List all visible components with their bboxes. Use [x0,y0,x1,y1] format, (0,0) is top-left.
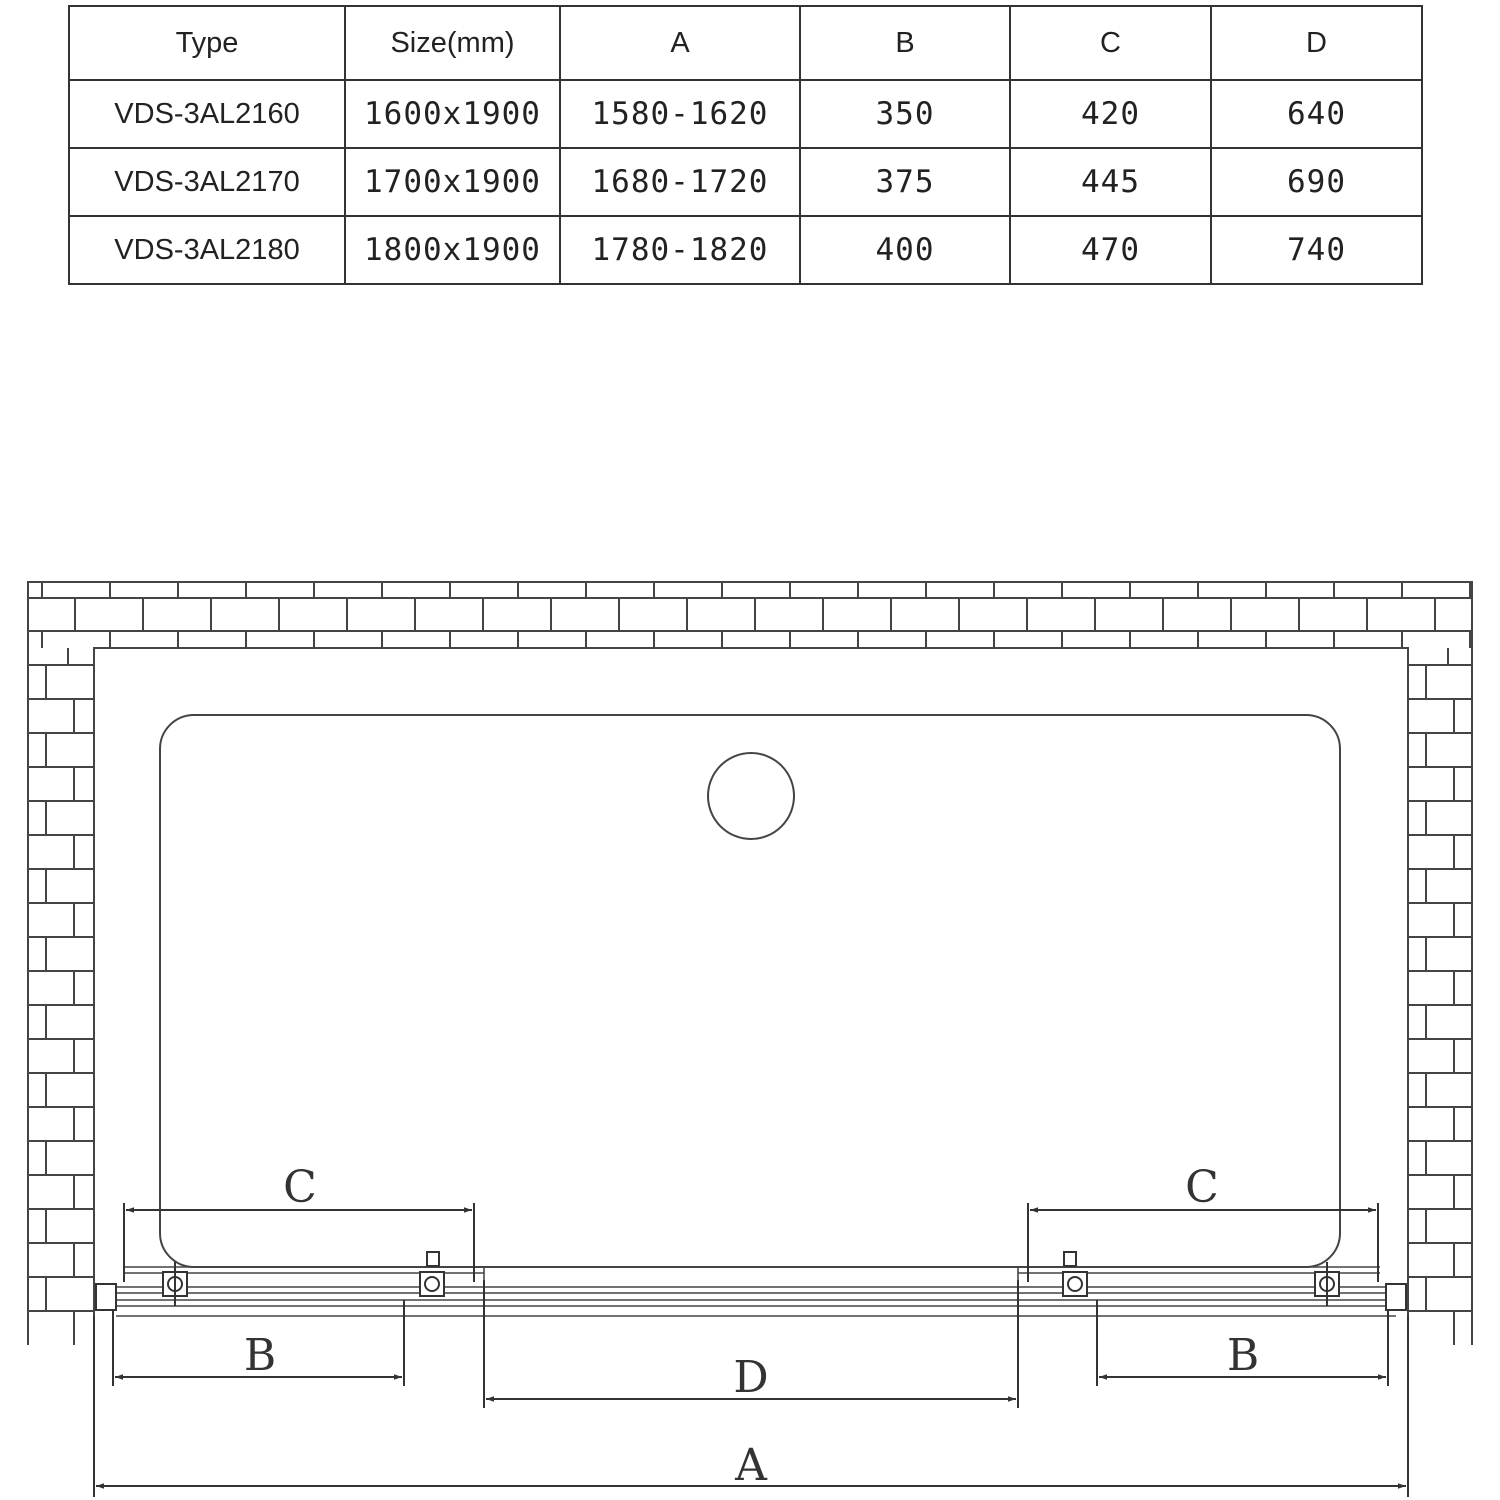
label-c-right: C [1185,1162,1219,1213]
brick-wall [28,582,1472,1345]
roller-icon [420,1252,444,1296]
label-b-left: B [243,1330,277,1381]
door-rollers [96,1252,1406,1310]
label-c-left: C [283,1162,317,1213]
header-type: Type [69,6,345,80]
cell-c: 470 [1010,216,1211,284]
brick-joints [28,582,1472,1345]
cell-type: VDS-3AL2160 [69,80,345,148]
cell-size: 1700x1900 [345,148,560,216]
cell-a: 1580-1620 [560,80,800,148]
cell-d: 740 [1211,216,1422,284]
label-b-right: B [1226,1330,1260,1381]
wall-profile-left [96,1284,116,1310]
cell-b: 400 [800,216,1010,284]
cell-size: 1600x1900 [345,80,560,148]
cell-size: 1800x1900 [345,216,560,284]
cell-c: 445 [1010,148,1211,216]
cell-a: 1780-1820 [560,216,800,284]
cell-a: 1680-1720 [560,148,800,216]
label-a: A [735,1440,767,1491]
brick-joint-lines [28,582,1472,1345]
header-c: C [1010,6,1211,80]
label-d: D [733,1352,769,1403]
cell-d: 690 [1211,148,1422,216]
wall-outline [28,582,1472,1345]
cell-b: 375 [800,148,1010,216]
roller-icon [1063,1252,1087,1296]
cell-c: 420 [1010,80,1211,148]
header-size: Size(mm) [345,6,560,80]
drain-icon [708,753,794,839]
wall-profile-right [1386,1284,1406,1310]
cell-type: VDS-3AL2180 [69,216,345,284]
cell-d: 640 [1211,80,1422,148]
door-rails [94,1267,1408,1316]
cell-b: 350 [800,80,1010,148]
header-a: A [560,6,800,80]
cell-type: VDS-3AL2170 [69,148,345,216]
header-d: D [1211,6,1422,80]
header-b: B [800,6,1010,80]
shower-tray [160,715,1340,1267]
